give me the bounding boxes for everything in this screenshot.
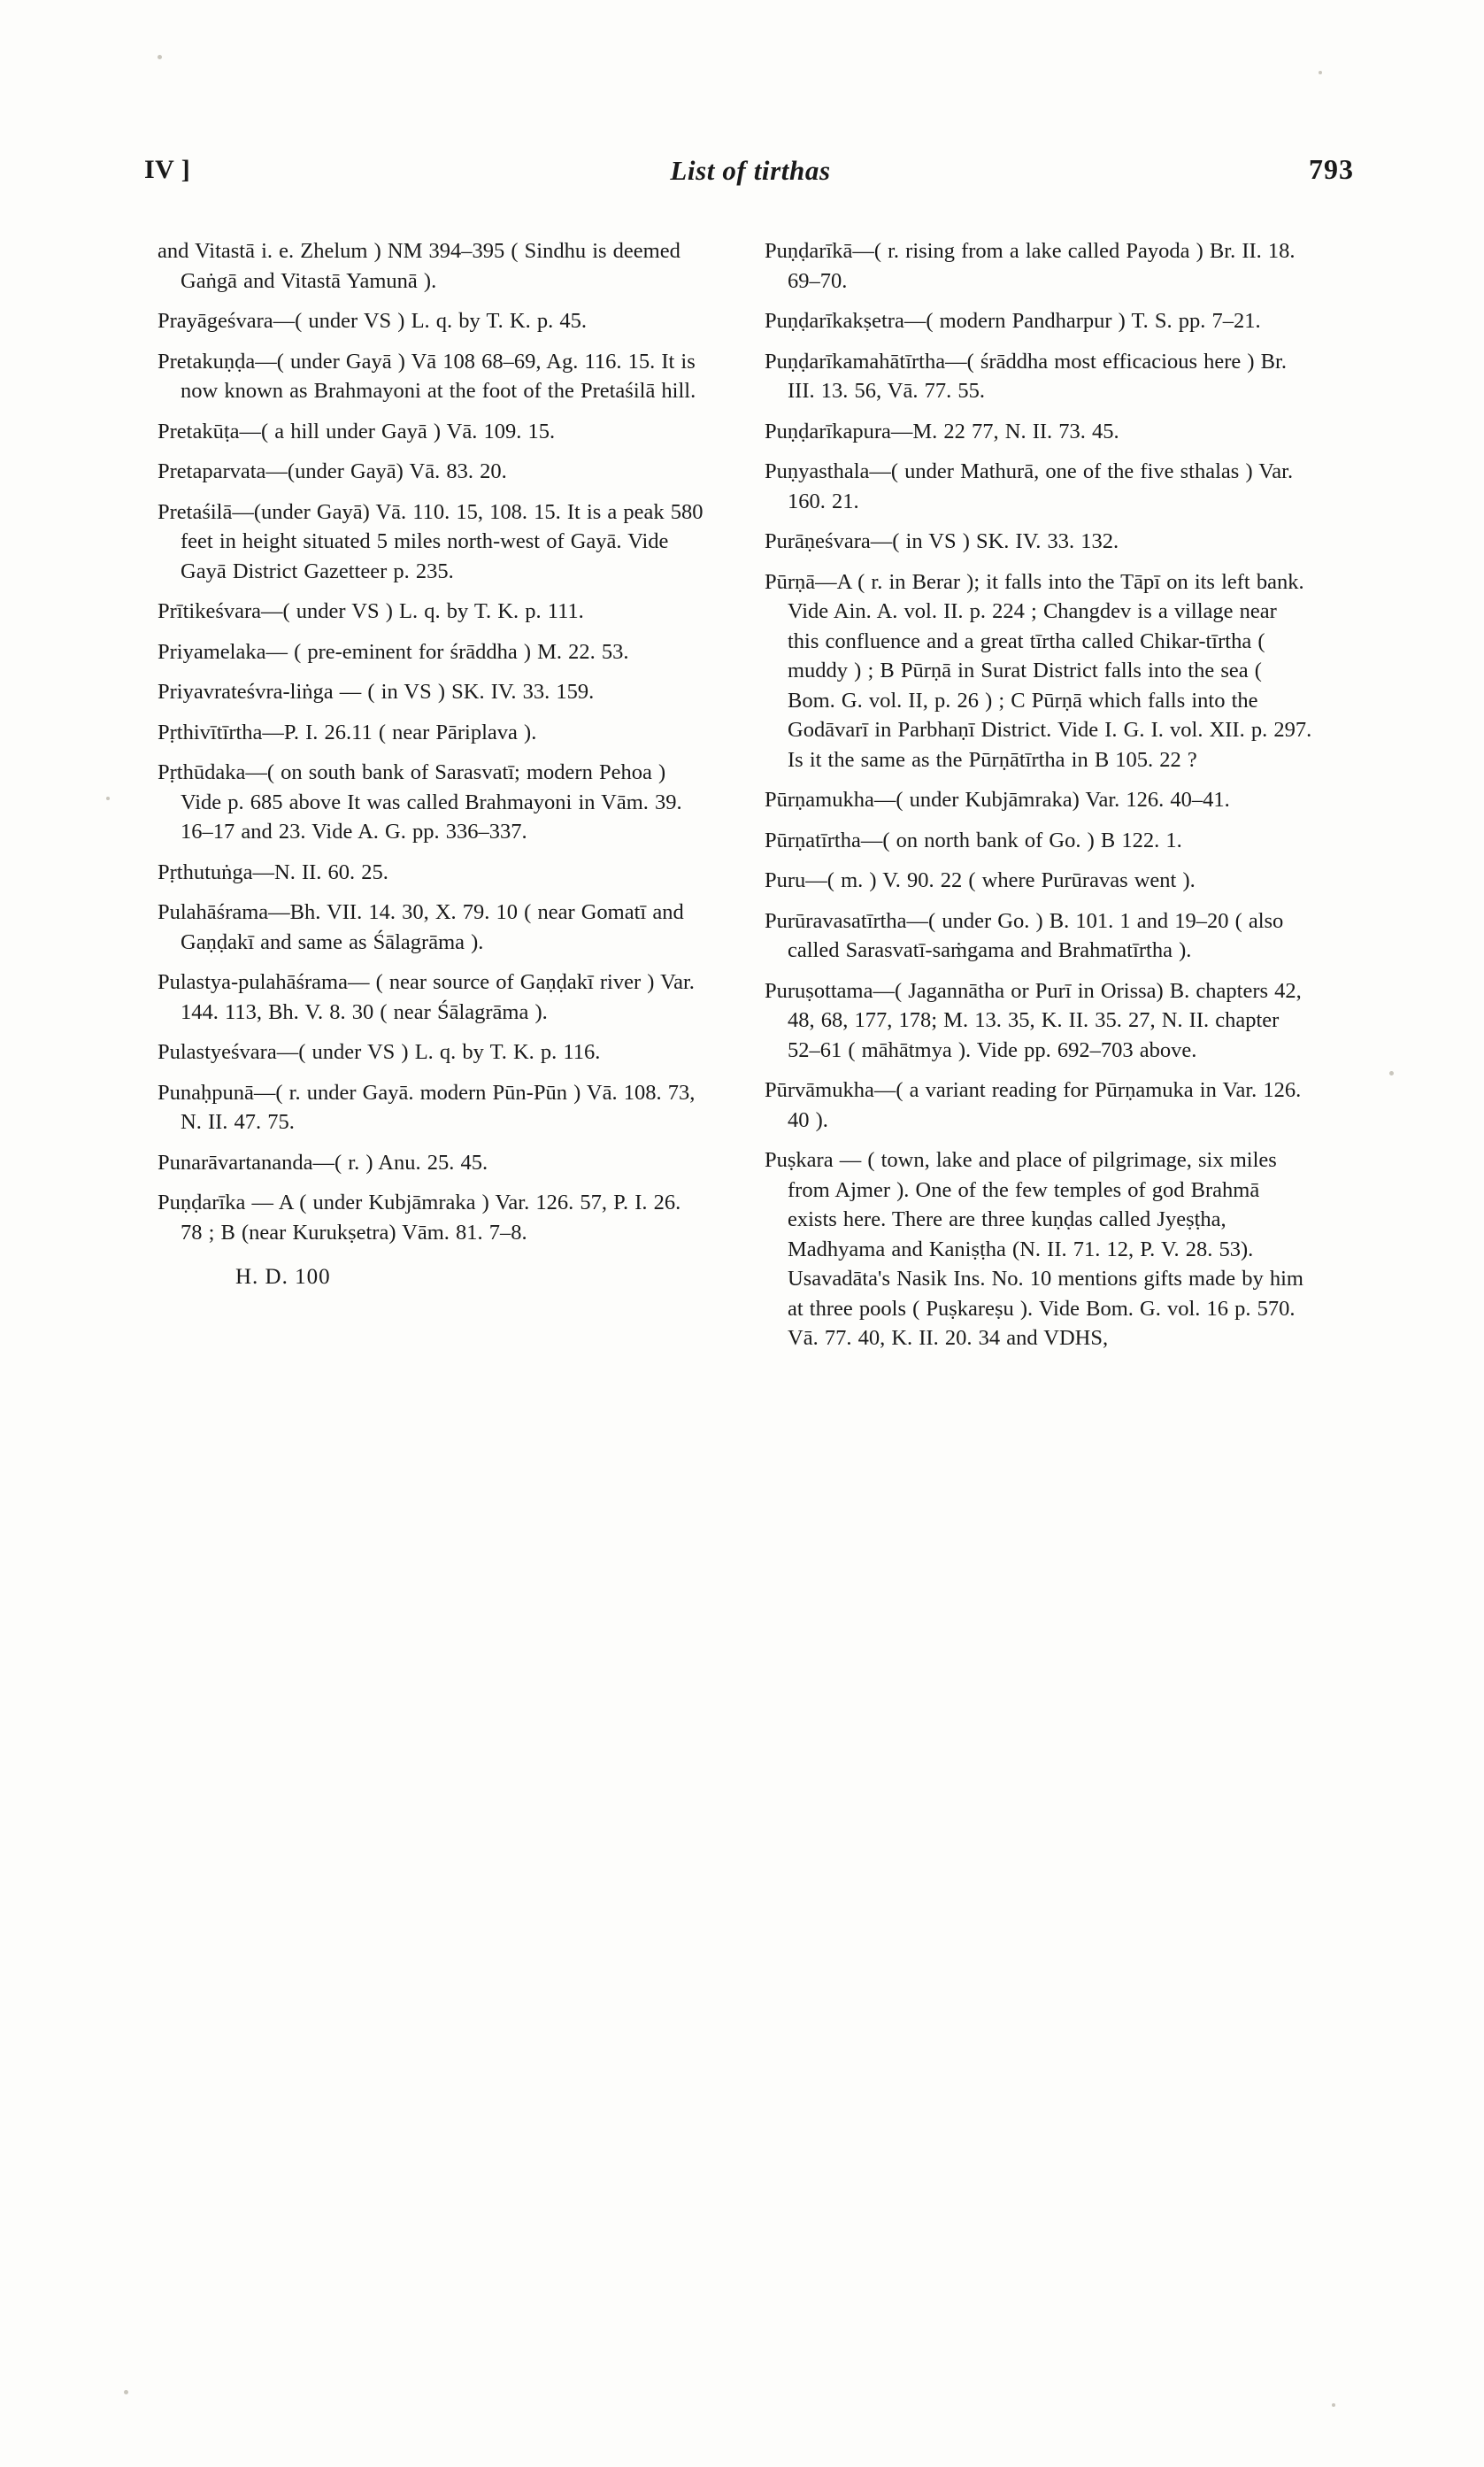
- list-item: Prayāgeśvara—( under VS ) L. q. by T. K. p. 45.: [158, 309, 587, 333]
- list-item: Pulastya-pulahāśrama— ( near source of Gaṇḍakī river ) Var. 144. 113, Bh. V. 8. 30 ( near Śālagrāma ).: [158, 970, 695, 1024]
- list-item: Punaḥpunā—( r. under Gayā. modern Pūn-Pūn ) Vā. 108. 73, N. II. 47. 75.: [158, 1080, 696, 1134]
- list-item: Pūrṇā—A ( r. in Berar ); it falls into the Tāpī on its left bank. Vide Ain. A. vol. II. p. 224 ; Changdev is a village near this confluence and a great tīrtha called Chikar-tīrtha ( muddy ) ; B Pūrṇā in Surat District falls into the sea ( Bom. G. vol. II, p. 26 ) ; C Pūrṇā which falls into the Godāvarī in Parbhaṇī District. Vide I. G. I. vol. XII. p. 297. Is it the same as the Pūrṇātīrtha in B 105. 22 ?: [765, 569, 1312, 772]
- list-item: Pṛthūdaka—( on south bank of Sarasvatī; modern Pehoa ) Vide p. 685 above It was called Brahmayoni in Vām. 39. 16–17 and 23. Vide A. G. pp. 336–337.: [158, 760, 682, 844]
- list-item: Priyavrateśvra-liṅga — ( in VS ) SK. IV. 33. 159.: [158, 680, 595, 704]
- list-item: Puṣkara — ( town, lake and place of pilgrimage, six miles from Ajmer ). One of the few temples of god Brahmā exists here. There are three kuṇḍas called Jyeṣṭha, Madhyama and Kaniṣṭha (N. II. 71. 12, P. V. 28. 53). Usavadāta's Nasik Ins. No. 10 mentions gifts made by him at three pools ( Puṣkareṣu ). Vide Bom. G. vol. 16 p. 570. Vā. 77. 40, K. II. 20. 34 and VDHS,: [765, 1148, 1303, 1350]
- scan-speck: [1319, 71, 1322, 74]
- list-item: Puṇḍarīkapura—M. 22 77, N. II. 73. 45.: [765, 419, 1119, 443]
- scan-speck: [106, 797, 110, 800]
- list-item: Puruṣottama—( Jagannātha or Purī in Orissa) B. chapters 42, 48, 68, 177, 178; M. 13. 35, K. II. 35. 27, N. II. chapter 52–61 ( māhātmya ). Vide pp. 692–703 above.: [765, 978, 1302, 1062]
- running-head: [131, 155, 1370, 206]
- list-item: Puṇḍarīkakṣetra—( modern Pandharpur ) T. S. pp. 7–21.: [765, 309, 1261, 333]
- list-item: Punarāvartananda—( r. ) Anu. 25. 45.: [158, 1150, 488, 1175]
- list-item: Pretakūṭa—( a hill under Gayā ) Vā. 109. 15.: [158, 419, 556, 443]
- right-column: [757, 236, 1313, 1364]
- signature-mark: H. D. 100: [235, 1265, 331, 1289]
- list-item: Puru—( m. ) V. 90. 22 ( where Purūravas went ).: [765, 868, 1196, 892]
- list-item: Pretaśilā—(under Gayā) Vā. 110. 15, 108. 15. It is a peak 580 feet in height situated 5 miles north-west of Gayā. Vide Gayā District Gazetteer p. 235.: [158, 499, 704, 583]
- list-item: Pṛthivītīrtha—P. I. 26.11 ( near Pāriplava ).: [158, 720, 537, 744]
- scan-speck: [124, 2390, 128, 2394]
- list-item: Purūravasatīrtha—( under Go. ) B. 101. 1 and 19–20 ( also called Sarasvatī-saṁgama and Brahmatīrtha ).: [765, 908, 1284, 962]
- page-title: List of tirthas: [670, 155, 831, 186]
- scan-speck: [1389, 1071, 1394, 1075]
- list-item: Pūrvāmukha—( a variant reading for Pūrṇamuka in Var. 126. 40 ).: [765, 1078, 1302, 1132]
- list-item: Puṇḍarīka — A ( under Kubjāmraka ) Var. 126. 57, P. I. 26. 78 ; B (near Kurukṣetra) Vām. 81. 7–8.: [158, 1191, 681, 1245]
- list-item: Puṇyasthala—( under Mathurā, one of the five sthalas ) Var. 160. 21.: [765, 459, 1294, 513]
- list-item: and Vitastā i. e. Zhelum ) NM 394–395 ( Sindhu is deemed Gaṅgā and Vitastā Yamunā ).: [158, 239, 680, 293]
- list-item: Pulahāśrama—Bh. VII. 14. 30, X. 79. 10 ( near Gomatī and Gaṇḍakī and same as Śālagrāma ).: [158, 900, 684, 954]
- scan-speck: [1332, 2403, 1335, 2407]
- list-item: Pretaparvata—(under Gayā) Vā. 83. 20.: [158, 459, 507, 483]
- left-column: [131, 236, 706, 1364]
- page-number: 793: [1309, 153, 1354, 185]
- two-column-body: [131, 236, 1370, 1364]
- list-item: Pūrṇatīrtha—( on north bank of Go. ) B 122. 1.: [765, 828, 1182, 852]
- list-item: Puṇḍarīkā—( r. rising from a lake called Payoda ) Br. II. 18. 69–70.: [765, 239, 1296, 293]
- list-item: Pṛthutuṅga—N. II. 60. 25.: [158, 860, 388, 884]
- scan-speck: [158, 55, 162, 59]
- list-item: Pūrṇamukha—( under Kubjāmraka) Var. 126. 40–41.: [765, 788, 1230, 812]
- list-item: Pulastyeśvara—( under VS ) L. q. by T. K. p. 116.: [158, 1040, 601, 1064]
- chapter-number: IV ]: [144, 155, 191, 184]
- list-item: Pretakuṇḍa—( under Gayā ) Vā 108 68–69, Ag. 116. 15. It is now known as Brahmayoni at the foot of the Pretaśilā hill.: [158, 349, 696, 403]
- list-item: Prītikeśvara—( under VS ) L. q. by T. K. p. 111.: [158, 599, 584, 623]
- page-content: [131, 155, 1370, 2350]
- list-item: Puṇḍarīkamahātīrtha—( śrāddha most efficacious here ) Br. III. 13. 56, Vā. 77. 55.: [765, 349, 1287, 403]
- list-item: Priyamelaka— ( pre-eminent for śrāddha ) M. 22. 53.: [158, 639, 629, 664]
- list-item: Purāṇeśvara—( in VS ) SK. IV. 33. 132.: [765, 529, 1119, 553]
